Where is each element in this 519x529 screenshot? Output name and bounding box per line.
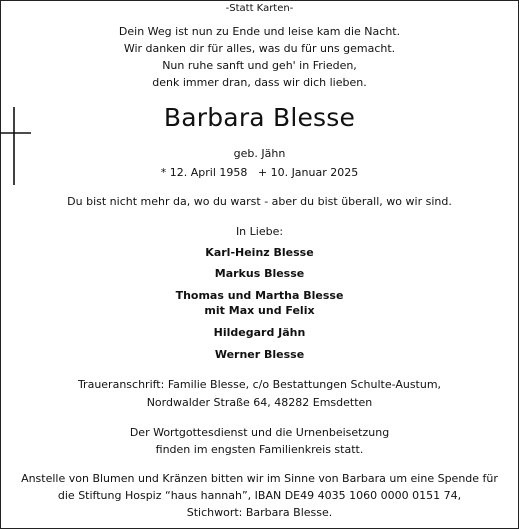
birth-name: geb. Jähn xyxy=(233,147,286,160)
mourner-name: Karl-Heinz Blesse xyxy=(205,246,314,259)
mourner-name: Markus Blesse xyxy=(214,267,305,280)
memorial-quote: Du bist nicht mehr da, wo du warst - aber du bist überall, wo wir sind. xyxy=(67,195,452,208)
donation-line: die Stiftung Hospiz “haus hannah”, IBAN DE49 4035 1060 0000 0151 74, xyxy=(57,489,462,502)
address-line: Traueranschrift: Familie Blesse, c/o Bestattungen Schulte-Austum, xyxy=(77,378,442,391)
mourner-name: Werner Blesse xyxy=(214,348,305,361)
service-line: finden im engsten Familienkreis statt. xyxy=(155,443,364,456)
donation-line: Anstelle von Blumen und Kränzen bitten wir im Sinne von Barbara um eine Spende für xyxy=(21,472,498,485)
mourner-name: mit Max und Felix xyxy=(204,304,315,317)
poem-line: Dein Weg ist nun zu Ende und leise kam die Nacht. xyxy=(118,25,401,38)
cross-icon xyxy=(0,104,32,188)
life-dates: * 12. April 1958 + 10. Januar 2025 xyxy=(160,166,359,179)
statt-karten: -Statt Karten- xyxy=(225,3,294,14)
service-line: Der Wortgottesdienst und die Urnenbeisetzung xyxy=(129,426,390,439)
poem-line: Nun ruhe sanft und geh' in Frieden, xyxy=(162,59,357,72)
address-line: Nordwalder Straße 64, 48282 Emsdetten xyxy=(146,396,373,409)
mourner-name: Thomas und Martha Blesse xyxy=(175,289,344,302)
donation-line: Stichwort: Barbara Blesse. xyxy=(186,506,333,519)
poem-line: Wir danken dir für alles, was du für uns gemacht. xyxy=(123,42,396,55)
deceased-name: Barbara Blesse xyxy=(163,103,356,132)
border-top xyxy=(0,0,519,1)
poem-line: denk immer dran, dass wir dich lieben. xyxy=(152,76,367,89)
mourner-name: Hildegard Jähn xyxy=(213,326,306,339)
mourners-intro: In Liebe: xyxy=(235,225,284,238)
